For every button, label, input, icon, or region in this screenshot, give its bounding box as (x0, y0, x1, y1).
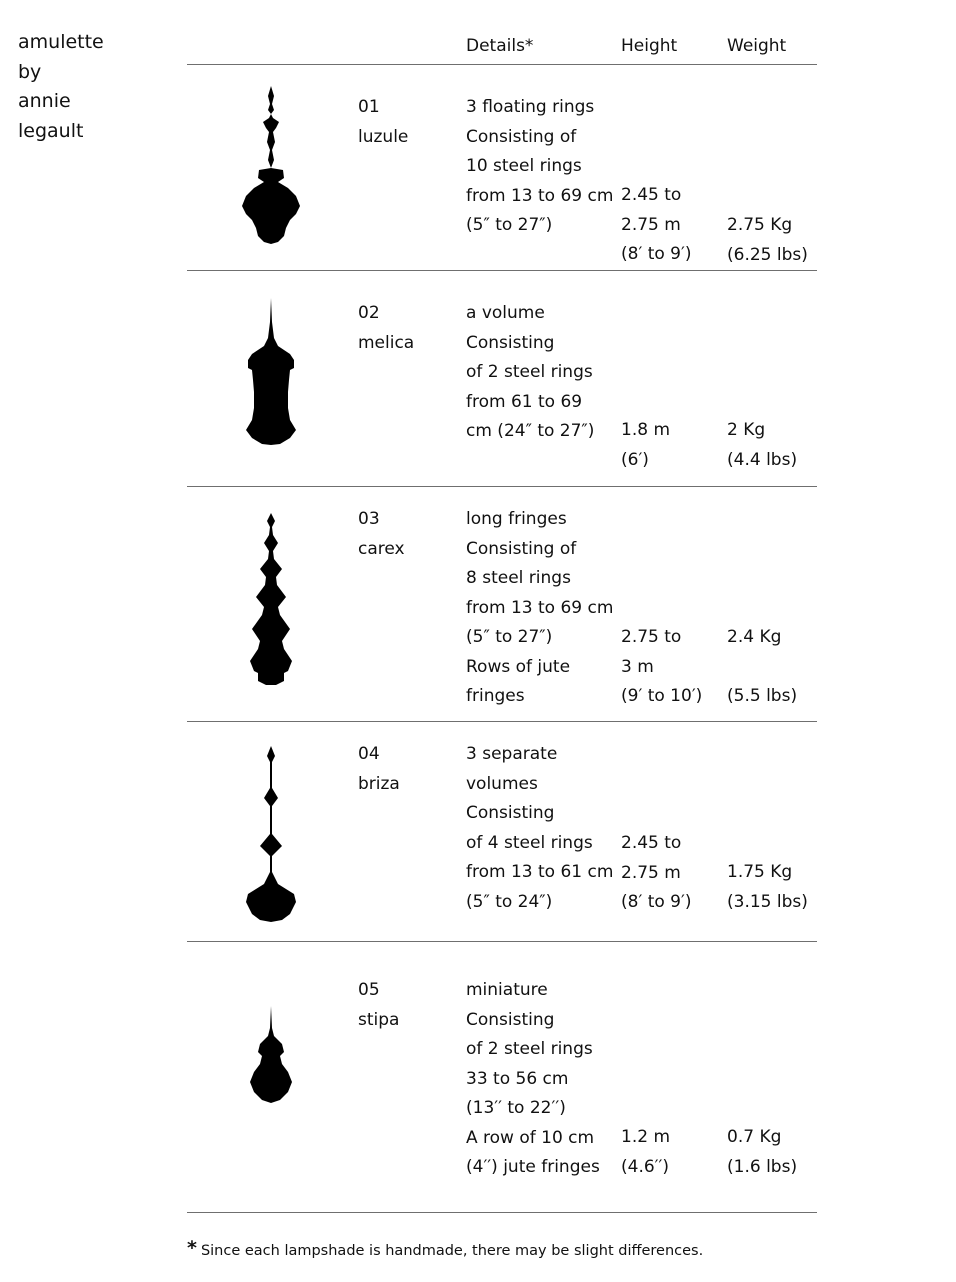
height-line: 2.75 m (621, 862, 681, 883)
detail-line: 8 steel rings (466, 568, 571, 588)
weight-line: (5.5 lbs) (727, 686, 798, 706)
footnote-star: * (187, 1237, 197, 1259)
luzule-lamp-icon (238, 84, 304, 248)
detail-line: from 13 to 69 cm (466, 185, 614, 206)
row-id (358, 93, 408, 152)
detail-line: of 4 steel rings (466, 832, 593, 853)
detail-line: long fringes (466, 509, 567, 529)
detail-line: from 61 to 69 (466, 391, 583, 412)
detail-line: from 13 to 69 cm (466, 597, 614, 618)
detail-line: 3 floating rings (466, 97, 595, 117)
divider (187, 270, 817, 271)
footnote-text: Since each lampshade is handmade, there may be slight differences. (200, 1243, 704, 1259)
row-height (621, 181, 692, 270)
weight-line: (4.4 lbs) (727, 449, 798, 470)
weight-line: (1.6 lbs) (727, 1156, 798, 1177)
detail-line: Consisting of (466, 126, 577, 147)
divider (187, 486, 817, 487)
briza-lamp-icon (244, 744, 298, 926)
stipa-lamp-icon (248, 1006, 294, 1106)
divider (187, 1212, 817, 1213)
row-id (358, 740, 400, 799)
detail-line: (13′′ to 22′′) (466, 1098, 566, 1118)
brand-title (18, 28, 104, 146)
brand-line: amulette (18, 31, 104, 53)
detail-line: Consisting (466, 803, 555, 823)
detail-line: Consisting of (466, 538, 577, 559)
height-line: (8′ to 9′) (621, 892, 692, 912)
divider (187, 64, 817, 65)
row-weight (727, 623, 797, 712)
detail-line: miniature (466, 980, 548, 1000)
height-line: (8′ to 9′) (621, 244, 692, 264)
row-name: briza (358, 773, 400, 794)
weight-line: 0.7 Kg (727, 1127, 782, 1147)
divider (187, 721, 817, 722)
row-id (358, 976, 399, 1035)
row-details (466, 93, 613, 241)
row-height (621, 829, 692, 918)
detail-line: of 2 steel rings (466, 1039, 593, 1059)
weight-line: 2.4 Kg (727, 627, 782, 647)
row-details (466, 505, 613, 712)
detail-line: (5″ to 27″) (466, 215, 553, 235)
height-line: 1.2 m (621, 1127, 670, 1147)
height-line: 1.8 m (621, 420, 670, 440)
detail-line: fringes (466, 686, 525, 706)
melica-lamp-icon (244, 298, 298, 446)
detail-line: 3 separate (466, 744, 558, 764)
header-weight: Weight (727, 36, 787, 56)
row-name: melica (358, 332, 415, 353)
divider (187, 941, 817, 942)
height-line: 2.75 m (621, 214, 681, 235)
row-id (358, 505, 405, 564)
weight-line (727, 653, 797, 683)
detail-line: 10 steel rings (466, 156, 582, 176)
row-details (466, 740, 613, 917)
row-height (621, 416, 670, 475)
detail-line: A row of 10 cm (466, 1127, 595, 1148)
row-id (358, 299, 414, 358)
carex-lamp-icon (246, 511, 296, 687)
row-number: 02 (358, 303, 380, 323)
height-line: 2.45 to (621, 185, 682, 205)
footnote (187, 1237, 703, 1259)
detail-line: a volume (466, 303, 545, 323)
row-details (466, 976, 600, 1183)
row-name: stipa (358, 1009, 400, 1030)
weight-line: 1.75 Kg (727, 862, 793, 882)
row-number: 05 (358, 980, 380, 1000)
row-name: luzule (358, 126, 409, 147)
height-line: (6′) (621, 449, 649, 470)
detail-line: Consisting (466, 332, 555, 353)
height-line: 2.75 to (621, 627, 682, 647)
detail-line: Consisting (466, 1009, 555, 1030)
detail-line: volumes (466, 773, 538, 794)
row-number: 03 (358, 509, 380, 529)
detail-line: 33 to 56 cm (466, 1068, 569, 1089)
height-line: (9′ to 10′) (621, 686, 703, 706)
row-height (621, 1123, 670, 1182)
detail-line: (5″ to 24″) (466, 891, 553, 912)
row-weight (727, 858, 808, 917)
row-details (466, 299, 594, 447)
height-line: 3 m (621, 656, 654, 677)
height-line: (4.6′′) (621, 1156, 670, 1177)
row-name: carex (358, 538, 405, 559)
brand-line: legault (18, 119, 84, 142)
brand-line: by (18, 60, 42, 83)
weight-line: (6.25 lbs) (727, 244, 808, 265)
row-number: 01 (358, 97, 380, 117)
brand-line: annie (18, 90, 71, 112)
detail-line: Rows of jute (466, 656, 571, 677)
detail-line: of 2 steel rings (466, 362, 593, 382)
header-details: Details* (466, 36, 534, 56)
row-weight (727, 211, 808, 270)
detail-line: (4′′) jute fringes (466, 1157, 600, 1177)
row-weight (727, 416, 797, 475)
weight-line: 2.75 Kg (727, 215, 793, 235)
header-height: Height (621, 36, 678, 56)
weight-line: (3.15 lbs) (727, 891, 808, 912)
detail-line: (5″ to 27″) (466, 627, 553, 647)
detail-line: cm (24″ to 27″) (466, 421, 595, 441)
height-line: 2.45 to (621, 833, 682, 853)
row-weight (727, 1123, 797, 1182)
detail-line: from 13 to 61 cm (466, 862, 614, 882)
row-number: 04 (358, 744, 380, 764)
row-height (621, 623, 702, 712)
weight-line: 2 Kg (727, 420, 766, 440)
